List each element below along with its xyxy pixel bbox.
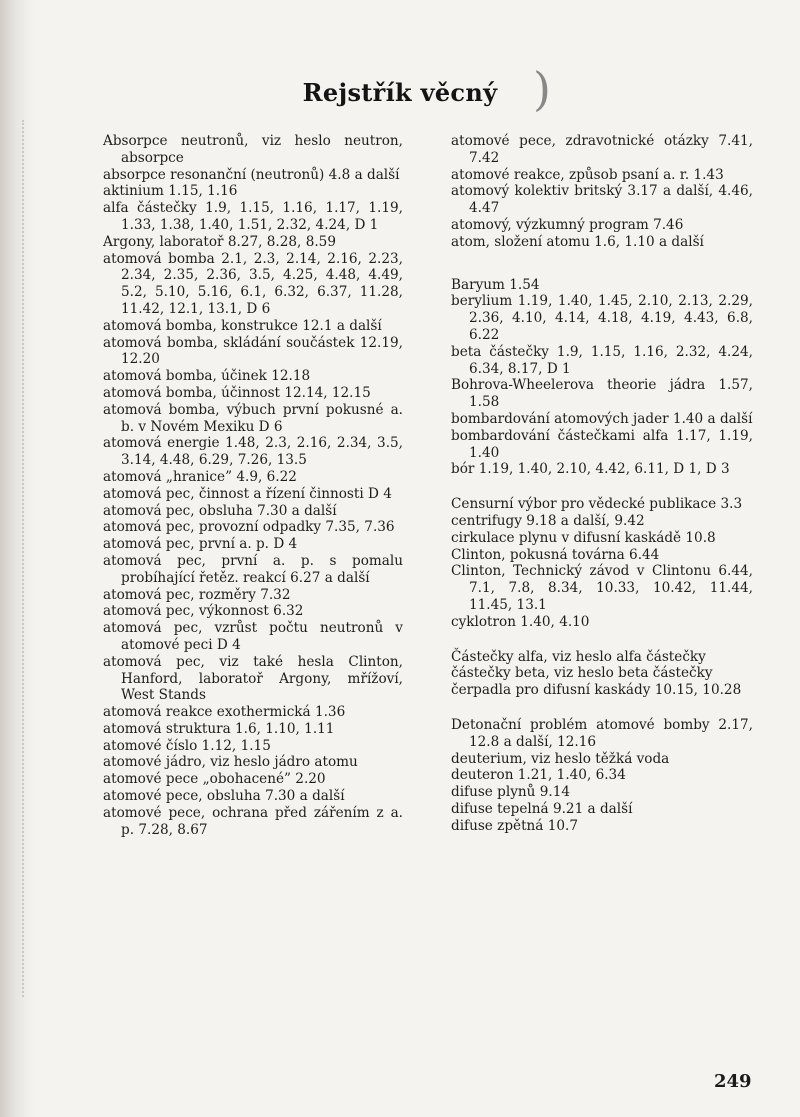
index-entry: centrifugy 9.18 a další, 9.42 xyxy=(451,512,645,529)
index-entry: atomová „hranice” 4.9, 6.22 xyxy=(103,468,297,485)
index-entry: atomový kolektiv britský 3.17 a další, 4.46, 4.47 xyxy=(451,183,753,217)
index-entry: Argony, laboratoř 8.27, 8.28, 8.59 xyxy=(103,233,336,250)
index-entry: bór 1.19, 1.40, 2.10, 4.42, 6.11, D 1, D 3 xyxy=(451,461,730,478)
index-group-d xyxy=(451,717,753,835)
index-entry: bombardování částečkami alfa 1.17, 1.19, 1.40 xyxy=(451,427,753,461)
section-spacer xyxy=(451,631,753,649)
index-entry: atomové pece, obsluha 7.30 a další xyxy=(103,788,345,805)
index-entry: berylium 1.19, 1.40, 1.45, 2.10, 2.13, 2.29, 2.36, 4.10, 4.14, 4.18, 4.19, 4.43, 6.8, 6.22 xyxy=(451,293,753,343)
title-bracket-mark: ) xyxy=(533,62,551,116)
index-entry: atomové jádro, viz heslo jádro atomu xyxy=(103,754,358,771)
index-entry: atomová energie 1.48, 2.3, 2.16, 2.34, 3.5, 3.14, 4.48, 6.29, 7.26, 13.5 xyxy=(103,435,403,469)
index-group-b xyxy=(451,277,753,479)
index-group-a xyxy=(451,133,753,251)
index-entry: atomová pec, první a. p. s pomalu probíhající řetěz. reakcí 6.27 a další xyxy=(103,552,403,586)
binding-stitch xyxy=(22,120,26,997)
index-entry: aktinium 1.15, 1.16 xyxy=(103,183,238,200)
index-entry: atom, složení atomu 1.6, 1.10 a další xyxy=(451,233,704,250)
index-entry: Censurní výbor pro vědecké publikace 3.3 xyxy=(451,496,743,513)
index-entry: atomová bomba, výbuch první pokusné a. b. v Novém Mexiku D 6 xyxy=(103,401,403,435)
index-entry: cyklotron 1.40, 4.10 xyxy=(451,613,590,630)
index-entry: atomová pec, obsluha 7.30 a další xyxy=(103,502,337,519)
index-entry: čerpadla pro difusní kaskády 10.15, 10.28 xyxy=(451,682,742,699)
index-entry: Absorpce neutronů, viz heslo neutron, absorpce xyxy=(103,133,403,166)
page-gutter-shadow xyxy=(0,0,34,1117)
index-entry: atomová bomba, účinnost 12.14, 12.15 xyxy=(103,384,371,401)
section-spacer xyxy=(451,699,753,717)
index-entry: beta částečky 1.9, 1.15, 1.16, 2.32, 4.24, 6.34, 8.17, D 1 xyxy=(451,343,753,377)
index-entry: Částečky alfa, viz heslo alfa částečky xyxy=(451,648,706,665)
index-entry: alfa částečky 1.9, 1.15, 1.16, 1.17, 1.19, 1.33, 1.38, 1.40, 1.51, 2.32, 4.24, D 1 xyxy=(103,200,403,233)
index-entry: atomová bomba, konstrukce 12.1 a další xyxy=(103,317,382,334)
index-entry: atomová bomba, účinek 12.18 xyxy=(103,368,311,385)
index-entry: difuse plynů 9.14 xyxy=(451,784,571,801)
index-entry: Baryum 1.54 xyxy=(451,276,540,293)
index-entry: atomová bomba, skládání součástek 12.19, 12.20 xyxy=(103,334,403,368)
index-entry: atomový, výzkumný program 7.46 xyxy=(451,216,684,233)
index-entry: atomová pec, rozměry 7.32 xyxy=(103,586,291,603)
index-entry: atomová pec, první a. p. D 4 xyxy=(103,536,298,553)
index-entry: atomová pec, provozní odpadky 7.35, 7.36 xyxy=(103,519,395,536)
index-entry: atomová pec, vzrůst počtu neutronů v atomové peci D 4 xyxy=(103,620,403,653)
section-spacer xyxy=(451,251,753,277)
page-number: 249 xyxy=(714,1071,752,1092)
page-title: Rejstřík věcný xyxy=(302,78,498,107)
index-entry: difuse zpětná 10.7 xyxy=(451,817,578,834)
index-entry: Bohrova-Wheelerova theorie jádra 1.57, 1.58 xyxy=(451,377,753,411)
index-entry: Clinton, Technický závod v Clintonu 6.44, 7.1, 7.8, 8.34, 10.33, 10.42, 11.44, 11.45, 13.1 xyxy=(451,563,753,613)
index-entry: cirkulace plynu v difusní kaskádě 10.8 xyxy=(451,529,716,546)
index-entry: bombardování atomových jader 1.40 a další xyxy=(451,410,753,427)
index-entry: deuterium, viz heslo těžká voda xyxy=(451,750,670,767)
index-entry: atomová struktura 1.6, 1.10, 1.11 xyxy=(103,720,335,737)
index-column-right xyxy=(451,133,753,834)
index-entry: deuteron 1.21, 1.40, 6.34 xyxy=(451,767,626,784)
index-entry: Clinton, pokusná továrna 6.44 xyxy=(451,546,660,563)
index-entry: atomové číslo 1.12, 1.15 xyxy=(103,737,271,754)
index-entry: atomová pec, výkonnost 6.32 xyxy=(103,603,304,620)
index-entry: atomová reakce exothermická 1.36 xyxy=(103,704,346,721)
index-entry: atomové pece, ochrana před zářením z a. p. 7.28, 8.67 xyxy=(103,804,403,838)
index-entry: Detonační problém atomové bomby 2.17, 12.8 a další, 12.16 xyxy=(451,716,753,750)
section-spacer xyxy=(451,478,753,496)
index-entry: atomové pece, zdravotnické otázky 7.41, 7.42 xyxy=(451,133,753,166)
index-entry: částečky beta, viz heslo beta částečky xyxy=(451,665,713,682)
index-entry: difuse tepelná 9.21 a další xyxy=(451,800,633,817)
index-entry: atomová pec, činnost a řízení činnosti D 4 xyxy=(103,485,392,502)
index-group-c xyxy=(451,496,753,630)
index-entry: absorpce resonanční (neutronů) 4.8 a další xyxy=(103,166,400,183)
index-entry: atomové reakce, způsob psaní a. r. 1.43 xyxy=(451,166,724,183)
index-entry: atomová pec, viz také hesla Clinton, Hanford, laboratoř Argony, mřížoví, West Stands xyxy=(103,653,403,704)
index-column-left xyxy=(103,133,403,838)
index-entry: atomová bomba 2.1, 2.3, 2.14, 2.16, 2.23, 2.34, 2.35, 2.36, 3.5, 4.25, 4.48, 4.49, 5.2, 5.10, 5.16, 6.1, 6.32, 6.37, 11.28, 11.42, 12.1, 13.1, D 6 xyxy=(103,250,403,317)
index-entry: atomové pece „obohacené” 2.20 xyxy=(103,771,326,788)
index-group-cz xyxy=(451,649,753,699)
